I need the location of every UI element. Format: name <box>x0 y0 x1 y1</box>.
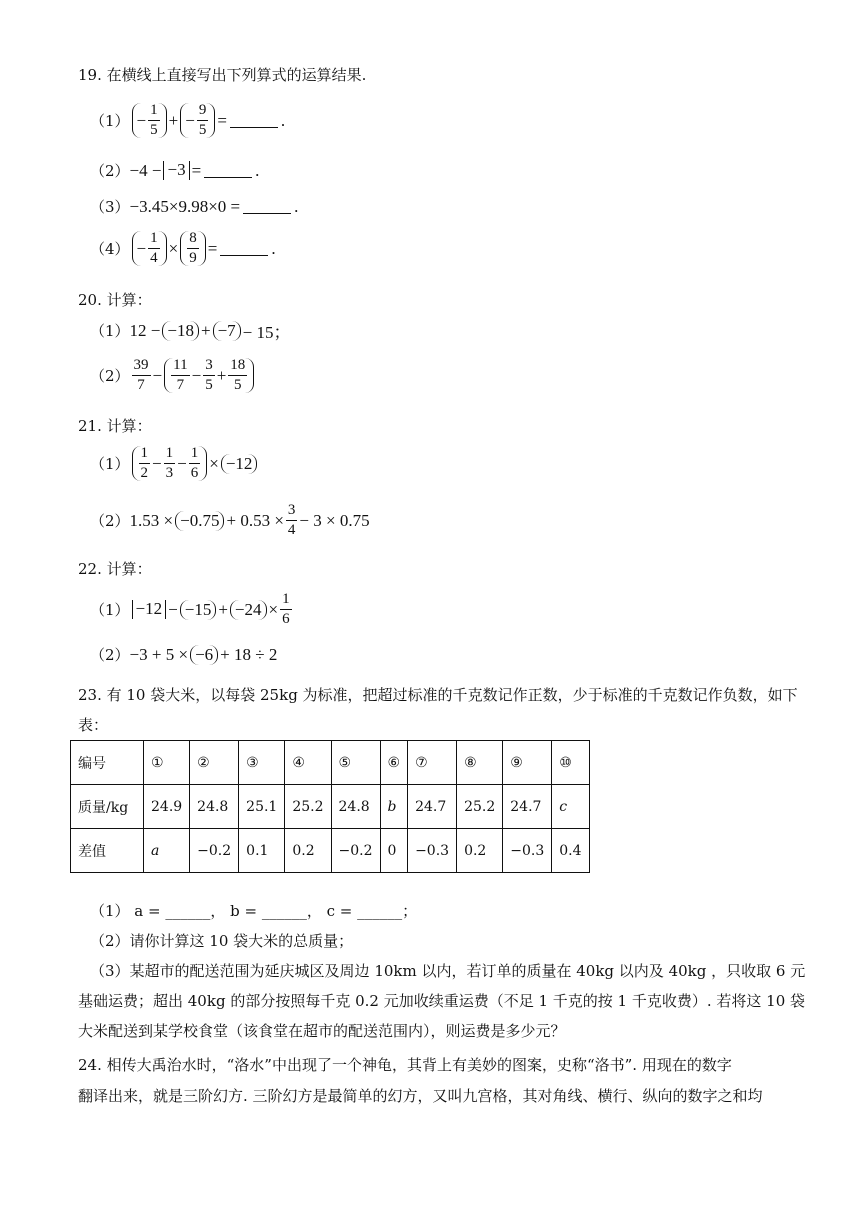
table-cell: 24.7 <box>408 785 457 829</box>
table-cell: ⑨ <box>503 741 552 785</box>
table-row <box>71 829 590 873</box>
table-cell: b <box>380 785 408 829</box>
q19-item-1 <box>90 103 285 138</box>
table-cell: ④ <box>285 741 331 785</box>
q23-sub3-line2: 基础运费；超出 40kg 的部分按照每千克 0.2 元加收续重运费（不足 1 千克的按 1 千克收费）. 若将这 10 袋 <box>78 992 806 1010</box>
q19-item-4 <box>90 231 276 266</box>
answer-blank[interactable] <box>220 241 268 256</box>
q24-line2: 翻译出来，就是三阶幻方. 三阶幻方是最简单的幻方，又叫九宫格，其对角线、横行、纵向的数字之和均 <box>78 1087 763 1105</box>
q20-1-expression: 12 − −18 + −7 − 15； <box>129 320 291 342</box>
table-cell: 0.2 <box>285 829 331 873</box>
table-cell: 24.8 <box>331 785 380 829</box>
table-cell: 差值 <box>71 829 144 873</box>
q24-line1: 24. 相传大禹治水时，“洛水”中出现了一个神龟，其背上有美妙的图案，史称“洛书”. 用现在的数字 <box>78 1056 732 1074</box>
table-cell: −0.2 <box>190 829 239 873</box>
q19-item-3 <box>90 196 298 217</box>
table-cell: ⑧ <box>457 741 503 785</box>
q19-3-expression: −3.45×9.98×0 = . <box>129 196 299 216</box>
table-cell: 24.7 <box>503 785 552 829</box>
table-cell: 25.1 <box>239 785 285 829</box>
table-cell: −0.3 <box>503 829 552 873</box>
table-cell: 24.8 <box>190 785 239 829</box>
q21-1-expression: $\frac{1}{2}$ − $\frac{1}{3}$ − $\frac{1}{6}$ × −12 <box>130 446 260 481</box>
table-cell: ⑩ <box>552 741 589 785</box>
q23-sub3-line1: （3）某超市的配送范围为延庆城区及周边 10km 以内，若订单的质量在 40kg 以内及 40kg ，只收取 6 元 <box>90 962 806 980</box>
q21-title: 21. 计算： <box>78 417 152 435</box>
item-label: （1） <box>90 322 130 340</box>
q19-item-2 <box>90 160 259 181</box>
answer-blank[interactable] <box>204 163 252 178</box>
table-cell: a <box>144 829 190 873</box>
table-cell: 0.1 <box>239 829 285 873</box>
q19-title: 19. 在横线上直接写出下列算式的运算结果. <box>78 66 367 84</box>
q23-intro-line2: 表： <box>78 716 109 734</box>
item-label: （1） <box>90 455 130 473</box>
item-label: （2） <box>90 162 130 180</box>
item-label: （2） <box>90 367 130 385</box>
q22-item-1 <box>90 592 294 627</box>
rice-table <box>70 740 590 873</box>
q23-sub3-line3: 大米配送到某学校食堂（该食堂在超市的配送范围内），则运费是多少元？ <box>78 1022 566 1040</box>
table-cell: −0.2 <box>331 829 380 873</box>
q23-intro-line1: 23. 有 10 袋大米，以每袋 25kg 为标准，把超过标准的千克数记作正数，少于标准的千克数记作负数，如下 <box>78 686 798 704</box>
table-cell: −0.3 <box>408 829 457 873</box>
table-cell: 0 <box>380 829 408 873</box>
item-label: （2） <box>90 646 130 664</box>
q21-item-2 <box>90 503 370 538</box>
q22-1-expression: −12 − −15 + −24 × $\frac{1}{6}$ <box>130 592 294 627</box>
item-label: （4） <box>90 240 130 258</box>
q19-4-expression: − $\frac{1}{4}$ × $\frac{8}{9}$ = . <box>130 231 276 266</box>
q20-item-1 <box>90 318 291 343</box>
q19-1-expression: − $\frac{1}{5}$ + − $\frac{9}{5}$ = . <box>130 103 286 138</box>
q22-2-expression: −3 + 5 × −6 + 18 ÷ 2 <box>129 644 278 664</box>
q19-2-expression: −4 − −3 = . <box>129 160 260 180</box>
item-label: （1） <box>90 601 130 619</box>
table-cell: ① <box>144 741 190 785</box>
table-cell: 24.9 <box>144 785 190 829</box>
table-row <box>71 741 590 785</box>
table-cell: ③ <box>239 741 285 785</box>
q20-item-2 <box>90 358 256 393</box>
table-cell: 编号 <box>71 741 144 785</box>
table-cell: 0.2 <box>457 829 503 873</box>
q21-item-1 <box>90 446 259 481</box>
q23-sub2: （2）请你计算这 10 袋大米的总质量； <box>90 932 354 950</box>
q22-item-2 <box>90 644 277 665</box>
table-row <box>71 785 590 829</box>
q23-sub1: （1） a = ______， b = ______， c = ______； <box>90 902 418 920</box>
q21-2-expression: 1.53 × −0.75 + 0.53 × $\frac{3}{4}$ − 3 × 0.75 <box>129 502 370 538</box>
item-label: （2） <box>90 512 130 530</box>
table-cell: 0.4 <box>552 829 589 873</box>
q22-title: 22. 计算： <box>78 560 152 578</box>
table-cell: ⑤ <box>331 741 380 785</box>
answer-blank[interactable] <box>243 199 291 214</box>
table-cell: ⑥ <box>380 741 408 785</box>
table-cell: ⑦ <box>408 741 457 785</box>
table-cell: 质量/kg <box>71 785 144 829</box>
table-cell: ② <box>190 741 239 785</box>
q20-title: 20. 计算： <box>78 291 152 309</box>
table-cell: c <box>552 785 589 829</box>
answer-blank[interactable] <box>230 113 278 128</box>
table-cell: 25.2 <box>285 785 331 829</box>
item-label: （1） <box>90 112 130 130</box>
item-label: （3） <box>90 198 130 216</box>
table-cell: 25.2 <box>457 785 503 829</box>
q20-2-expression: $\frac{39}{7}$ − $\frac{11}{7}$ − $\frac{3}{5}$ + $\frac{18}{5}$ <box>130 358 257 393</box>
